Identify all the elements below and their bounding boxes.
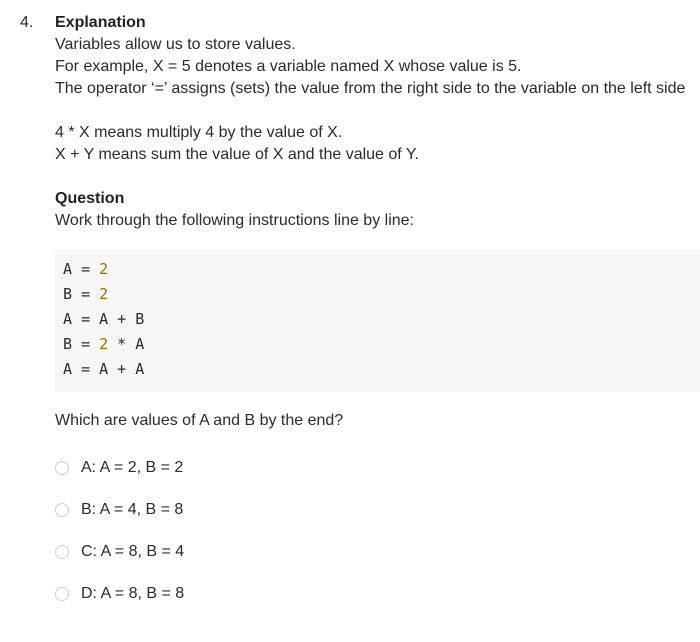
option-b[interactable] bbox=[55, 498, 184, 522]
question-number: 4. bbox=[20, 14, 34, 31]
example-line: 4 * X means multiply 4 by the value of X. bbox=[55, 124, 343, 141]
code-line: A = A + B bbox=[63, 310, 145, 328]
answer-options bbox=[55, 456, 184, 624]
radio-icon[interactable] bbox=[55, 461, 69, 475]
explanation-line: The operator ‘=’ assigns (sets) the value from the right side to the variable on the left side bbox=[55, 80, 686, 97]
option-c[interactable] bbox=[55, 540, 184, 564]
question-heading: Question bbox=[55, 190, 125, 207]
question-prompt: Which are values of A and B by the end? bbox=[55, 412, 344, 429]
option-label: B: A = 4, B = 8 bbox=[81, 501, 184, 518]
explanation-line: For example, X = 5 denotes a variable named X whose value is 5. bbox=[55, 58, 522, 75]
code-line: B = 2 * A bbox=[63, 335, 145, 353]
question-content bbox=[55, 12, 700, 432]
code-line: A = A + A bbox=[63, 360, 145, 378]
radio-icon[interactable] bbox=[55, 587, 69, 601]
option-label: C: A = 8, B = 4 bbox=[81, 543, 185, 560]
explanation-line: Variables allow us to store values. bbox=[55, 36, 296, 53]
example-line: X + Y means sum the value of X and the value of Y. bbox=[55, 146, 419, 163]
code-block bbox=[55, 249, 700, 392]
option-label: D: A = 8, B = 8 bbox=[81, 585, 185, 602]
radio-icon[interactable] bbox=[55, 503, 69, 517]
option-label: A: A = 2, B = 2 bbox=[81, 459, 184, 476]
radio-icon[interactable] bbox=[55, 545, 69, 559]
question-instruction: Work through the following instructions line by line: bbox=[55, 212, 414, 229]
code-line: B = 2 bbox=[63, 285, 109, 303]
option-a[interactable] bbox=[55, 456, 184, 480]
code-line: A = 2 bbox=[63, 260, 109, 278]
option-d[interactable] bbox=[55, 582, 184, 606]
explanation-heading: Explanation bbox=[55, 14, 146, 31]
